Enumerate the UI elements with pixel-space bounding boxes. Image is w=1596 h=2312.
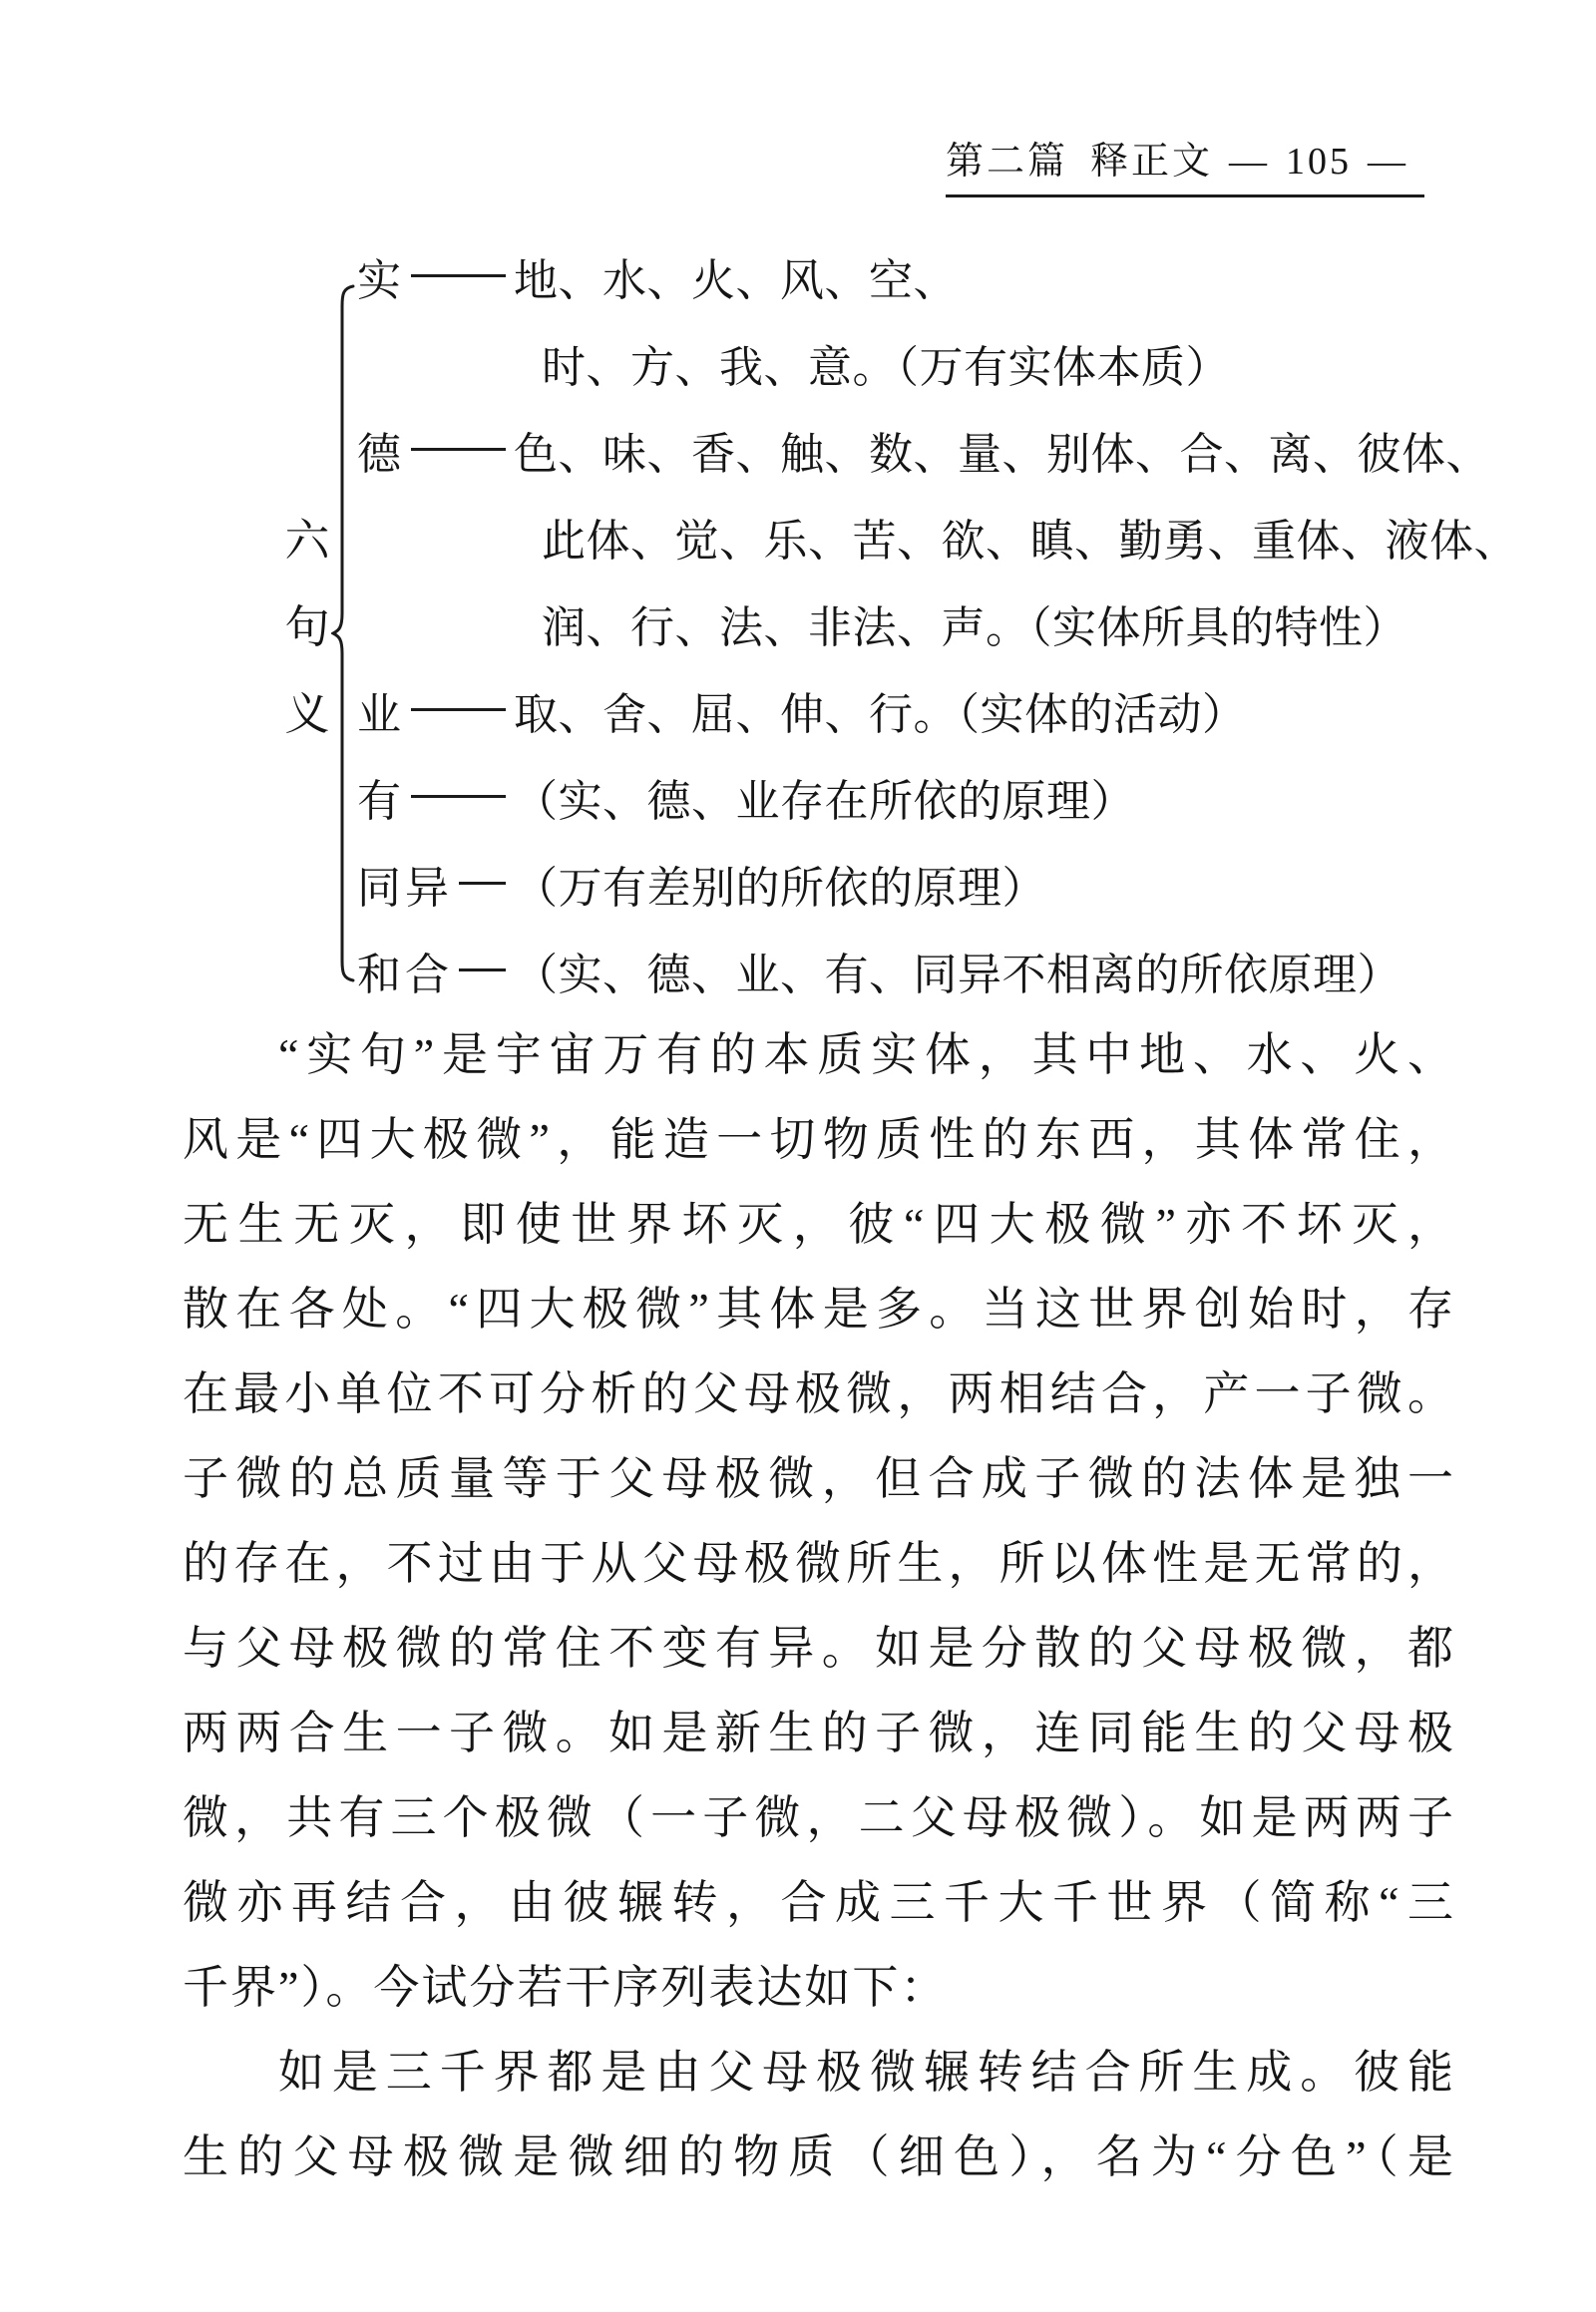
diagram-row <box>357 232 1466 319</box>
body-line: 如是三千界都是由父母极微辗转结合所生成。彼能 <box>278 2047 1455 2098</box>
diagram-row-lead <box>357 418 514 482</box>
connector-line <box>411 795 506 798</box>
diagram-row-lead <box>357 939 514 1002</box>
diagram-content: 时、方、我、意。（万有实体本质） <box>542 342 1230 392</box>
diagram-row <box>357 840 1466 927</box>
diagram-row <box>357 406 1490 493</box>
diagram-row-lead <box>357 852 514 916</box>
six-categories-diagram <box>357 232 1518 1013</box>
body-line: 子微的总质量等于父母极微，但合成子微的法体是独一 <box>183 1453 1455 1504</box>
connector-line <box>459 968 506 971</box>
vertical-label-char: 句 <box>284 602 330 652</box>
diagram-row-lead <box>357 678 514 742</box>
body-line: 微，共有三个极微（一子微，二父母极微）。如是两两子 <box>183 1792 1455 1843</box>
diagram-term: 有 <box>357 776 405 826</box>
diagram-row <box>357 579 1466 666</box>
body-line: 千界”）。今试分若干序列表达如下： <box>183 1962 949 2013</box>
diagram-content: 此体、觉、乐、苦、欲、瞋、勤勇、重体、液体、 <box>542 516 1518 566</box>
body-line: 与父母极微的常住不变有异。如是分散的父母极微，都 <box>183 1623 1455 1674</box>
diagram-row <box>357 753 1466 840</box>
connector-line <box>411 448 506 451</box>
body-line: 散在各处。“四大极微”其体是多。当这世界创始时，存 <box>183 1284 1455 1335</box>
diagram-term: 同异 <box>357 863 453 913</box>
diagram-term: 和合 <box>357 950 453 999</box>
diagram-content: 地、水、火、风、空、 <box>514 255 958 305</box>
diagram-vertical-label <box>280 493 334 753</box>
body-line: “实句”是宇宙万有的本质实体，其中地、水、火、 <box>278 1029 1455 1080</box>
diagram-row-lead <box>357 765 514 829</box>
diagram-term: 业 <box>357 689 405 739</box>
diagram-row <box>357 666 1466 753</box>
body-line: 在最小单位不可分析的父母极微，两相结合，产一子微。 <box>183 1368 1455 1419</box>
vertical-label-char: 义 <box>284 689 330 739</box>
header-dash-right: — <box>1368 141 1408 183</box>
body-line: 的存在，不过由于从父母极微所生，所以体性是无常的， <box>183 1538 1455 1589</box>
connector-line <box>411 274 506 277</box>
header-section: 第二篇 <box>945 141 1068 183</box>
diagram-term: 实 <box>357 255 405 305</box>
connector-line <box>459 882 506 885</box>
curly-brace-icon <box>331 284 355 982</box>
diagram-content: 取、舍、屈、伸、行。（实体的活动） <box>514 689 1247 739</box>
diagram-row <box>357 493 1518 579</box>
diagram-content: （实、德、业、有、同异不相离的所依原理） <box>514 950 1401 999</box>
header-dash-left: — <box>1229 141 1270 183</box>
body-line: 无生无灭，即使世界坏灭，彼“四大极微”亦不坏灭， <box>183 1199 1455 1250</box>
body-line: 微亦再结合，由彼辗转，合成三千大千世界（简称“三 <box>183 1877 1455 1928</box>
page-header <box>946 130 1424 197</box>
body-line: 两两合生一子微。如是新生的子微，连同能生的父母极 <box>183 1708 1455 1758</box>
page-number: 105 <box>1286 141 1352 183</box>
body-line: 生的父母极微是微细的物质（细色），名为“分色”（是 <box>183 2131 1455 2182</box>
diagram-term: 德 <box>357 429 405 479</box>
diagram-content: （万有差别的所依的原理） <box>514 863 1046 913</box>
body-line: 风是“四大极微”，能造一切物质性的东西，其体常住， <box>183 1114 1455 1165</box>
diagram-content: 润、行、法、非法、声。（实体所具的特性） <box>542 602 1407 652</box>
vertical-label-char: 六 <box>284 516 330 566</box>
connector-line <box>411 708 506 711</box>
diagram-content: （实、德、业存在所依的原理） <box>514 776 1135 826</box>
diagram-content: 色、味、香、触、数、量、别体、合、离、彼体、 <box>514 429 1490 479</box>
diagram-row-lead <box>357 244 514 308</box>
diagram-row <box>357 927 1466 1013</box>
body-text <box>183 1012 1455 2199</box>
header-title: 释正文 <box>1089 141 1213 183</box>
diagram-row <box>357 319 1466 406</box>
